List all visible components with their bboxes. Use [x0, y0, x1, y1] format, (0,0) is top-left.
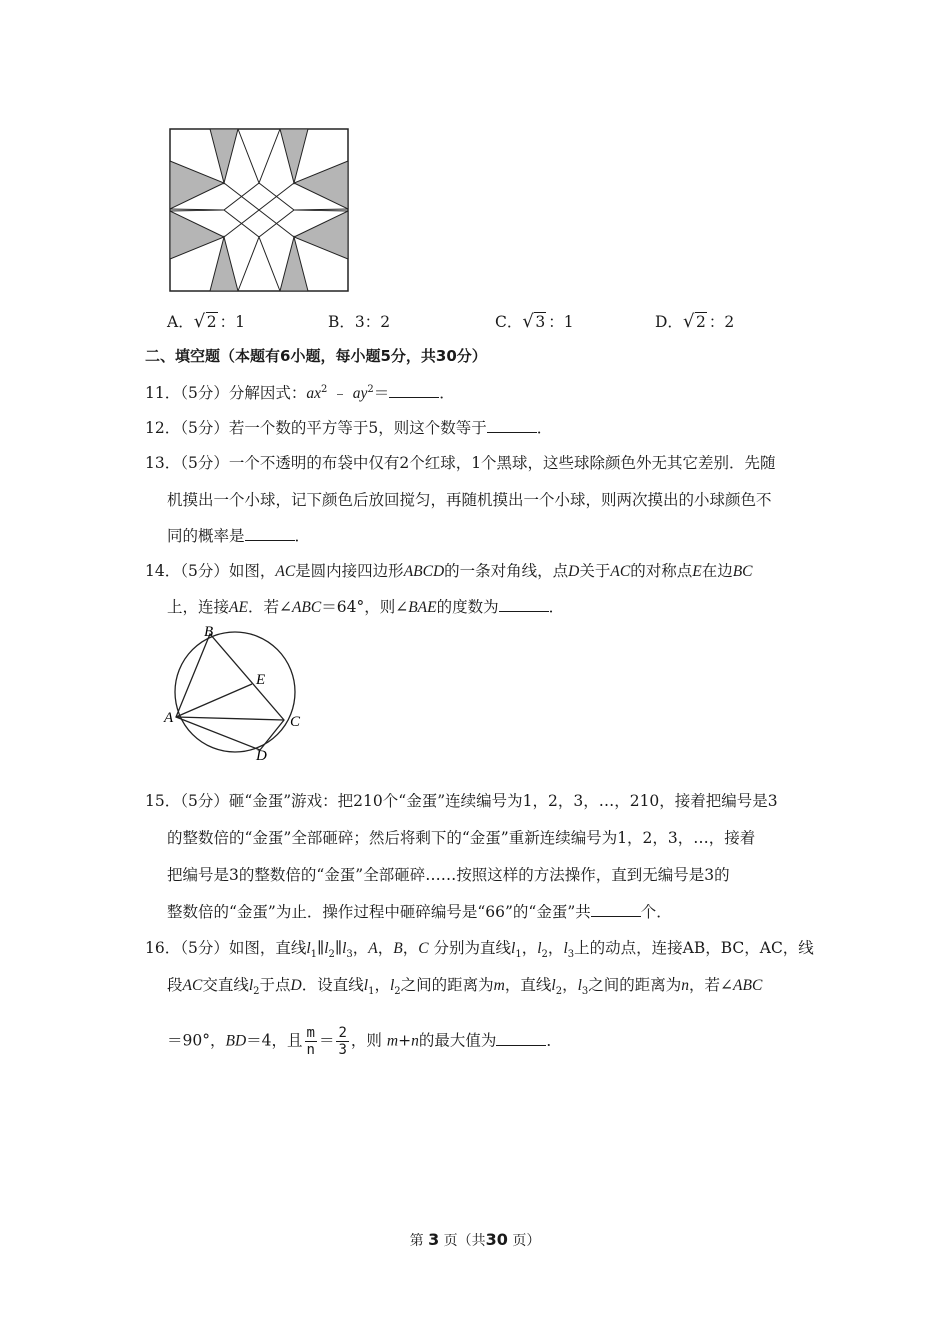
frac-denominator: 3 — [338, 1042, 347, 1058]
q14-var: BC — [732, 563, 753, 580]
answer-blank — [499, 597, 549, 612]
q16-text: ，直线 — [504, 976, 552, 994]
q16-text: ．设直线 — [301, 976, 364, 994]
circle-quadrilateral-figure — [160, 622, 310, 764]
q14-number: 14． — [145, 562, 181, 580]
option-a — [167, 310, 245, 332]
question-15-line-4 — [167, 900, 672, 922]
option-b: B．3：2 — [328, 313, 391, 331]
q16-text: 上的动点，连接AB，BC，AC，线 — [574, 939, 814, 957]
sqrt-symbol: √ 2 — [682, 311, 706, 332]
answer-blank — [496, 1031, 546, 1046]
q14-var: E — [692, 563, 702, 580]
option-c — [495, 310, 574, 332]
q16-text: 之间的距离为 — [588, 976, 682, 994]
option-a-radicand: 2 — [206, 313, 217, 331]
footer-text: 第 — [409, 1233, 424, 1249]
question-16-line-3: ＝90°，BD＝4，且 $\frac{m}{n}$ ＝ $\frac{2}{3}$ ，则 m+n的最大值为 ． — [167, 1025, 562, 1058]
page-number: 3 — [428, 1230, 440, 1249]
q15-tail: 个． — [640, 903, 672, 921]
option-c-radicand: 3 — [535, 313, 546, 331]
q14-var: AE — [229, 599, 248, 616]
answer-blank — [591, 902, 641, 917]
q14-var: AC — [275, 563, 296, 580]
answer-blank — [389, 383, 439, 398]
question-13-line-1: 13．（5分）一个不透明的布袋中仅有2个红球，1个黑球，这些球除颜色外无其它差别．先随 — [145, 454, 776, 472]
sqrt-symbol: √ 3 — [522, 311, 546, 332]
q14-text: 的对称点 — [630, 562, 693, 580]
q11-text: （5分）分解因式： — [180, 384, 307, 402]
q14-var: ABC — [291, 599, 322, 616]
option-d-rest: ：2 — [708, 313, 735, 331]
label-b: B — [204, 624, 214, 640]
question-11: 11．（5分）分解因式：$ax^2$ ﹣ $ay^2=$ ． — [145, 383, 455, 402]
question-14-line-2 — [167, 595, 564, 617]
question-15-line-1: 15．（5分）砸“金蛋”游戏：把210个“金蛋”连续编号为1，2，3，…，210，接着把编号是3 — [145, 792, 778, 810]
label-d: D — [256, 748, 267, 764]
q14-tail: ． — [548, 598, 565, 616]
frac-numerator: 2 — [338, 1025, 347, 1041]
question-12 — [145, 416, 552, 438]
q16-text: ，则 — [350, 1031, 382, 1050]
label-c: C — [290, 714, 301, 730]
q16-text: 于点 — [259, 976, 291, 994]
q14-text: ＝64°，则∠ — [321, 598, 409, 616]
q14-text: 在边 — [701, 562, 733, 580]
frac-denominator: n — [306, 1042, 315, 1058]
option-d-radicand: 2 — [695, 313, 706, 331]
q16-text: 16．（5分）如图，直线 — [145, 939, 307, 957]
q14-text: 的度数为 — [436, 598, 499, 616]
q14-text: 关于 — [579, 562, 611, 580]
frac-numerator: m — [306, 1025, 315, 1041]
option-d-label: D． — [655, 313, 683, 331]
q12-tail: ． — [536, 419, 553, 437]
option-c-label: C． — [495, 313, 523, 331]
q16-text: ，若∠ — [689, 976, 734, 994]
question-13-line-3 — [167, 524, 310, 546]
q13-line-3-text: 同的概率是 — [167, 527, 245, 545]
question-15-line-3: 把编号是3的整数倍的“金蛋”全部砸碎……按照这样的方法操作，直到无编号是3的 — [167, 866, 730, 884]
q16-tail: ． — [546, 1031, 562, 1050]
option-a-rest: ：1 — [219, 313, 245, 331]
fraction-2-over-3 — [336, 1025, 348, 1058]
question-14-line-1 — [145, 559, 753, 581]
option-c-rest: ：1 — [548, 313, 574, 331]
star-square-figure — [168, 127, 350, 293]
page-footer — [0, 1230, 950, 1250]
q16-text: ＝4，且 — [246, 1031, 303, 1050]
q14-var: ABCD — [403, 563, 445, 580]
q13-tail: ． — [294, 527, 311, 545]
q16-text: 之间的距离为 — [400, 976, 494, 994]
q14-text: 的一条对角线，点 — [444, 562, 569, 580]
equals-sign: ＝ — [318, 1031, 335, 1050]
q16-text: 分别为直线 — [433, 939, 512, 957]
q14-text: 上，连接 — [167, 598, 230, 616]
quadrilateral — [176, 634, 284, 750]
question-15-line-2: 的整数倍的“金蛋”全部砸碎；然后将剩下的“金蛋”重新连续编号为1，2，3，…，接着 — [167, 829, 756, 847]
question-16-line-2: 段AC交直线$l_2$于点D．设直线$l_1$，$l_2$之间的距离为m，直线$l_2$，$l_3$之间的距离为n，若∠ABC — [167, 976, 763, 998]
question-13-line-2: 机摸出一个小球，记下颜色后放回搅匀，再随机摸出一个小球，则两次摸出的小球颜色不 — [167, 491, 772, 509]
q14-var: D — [568, 563, 580, 580]
q16-text: 段 — [167, 976, 183, 994]
q14-var: AC — [610, 563, 631, 580]
q15-line-4-text: 整数倍的“金蛋”为止．操作过程中砸碎编号是“66”的“金蛋”共 — [167, 903, 591, 921]
q11-number: 11． — [145, 384, 181, 402]
option-d — [655, 310, 734, 332]
q12-text: （5分）若一个数的平方等于5，则这个数等于 — [180, 419, 487, 437]
section-title: 二、填空题（本题有6小题，每小题5分，共30分） — [145, 347, 487, 365]
sqrt-symbol: √ 2 — [193, 311, 217, 332]
footer-text: 页） — [512, 1233, 541, 1249]
q11-tail: ． — [439, 384, 455, 402]
q14-text: 是圆内接四边形 — [295, 562, 404, 580]
segment-ae-shade — [176, 717, 284, 720]
label-a: A — [164, 710, 174, 726]
total-pages: 30 — [485, 1230, 508, 1249]
option-a-label: A． — [167, 313, 194, 331]
q14-text: （5分）如图， — [180, 562, 276, 580]
q12-number: 12． — [145, 419, 181, 437]
q16-text: ＝90°， — [167, 1031, 226, 1050]
answer-blank — [245, 526, 295, 541]
label-e: E — [256, 672, 266, 688]
footer-text: 页（共 — [443, 1233, 486, 1249]
q14-text: ．若∠ — [247, 598, 292, 616]
q16-text: 的最大值为 — [418, 1031, 497, 1050]
question-16-line-1: 16．（5分）如图，直线$l_1\parallel l_2\parallel l_3$，A，B，C 分别为直线$l_1$，$l_2$，$l_3$上的动点，连接AB，BC，AC，线 — [145, 939, 814, 961]
q14-var: BAE — [408, 599, 437, 616]
q16-text: 交直线 — [202, 976, 249, 994]
answer-blank — [487, 418, 537, 433]
fraction-m-over-n — [305, 1025, 317, 1058]
